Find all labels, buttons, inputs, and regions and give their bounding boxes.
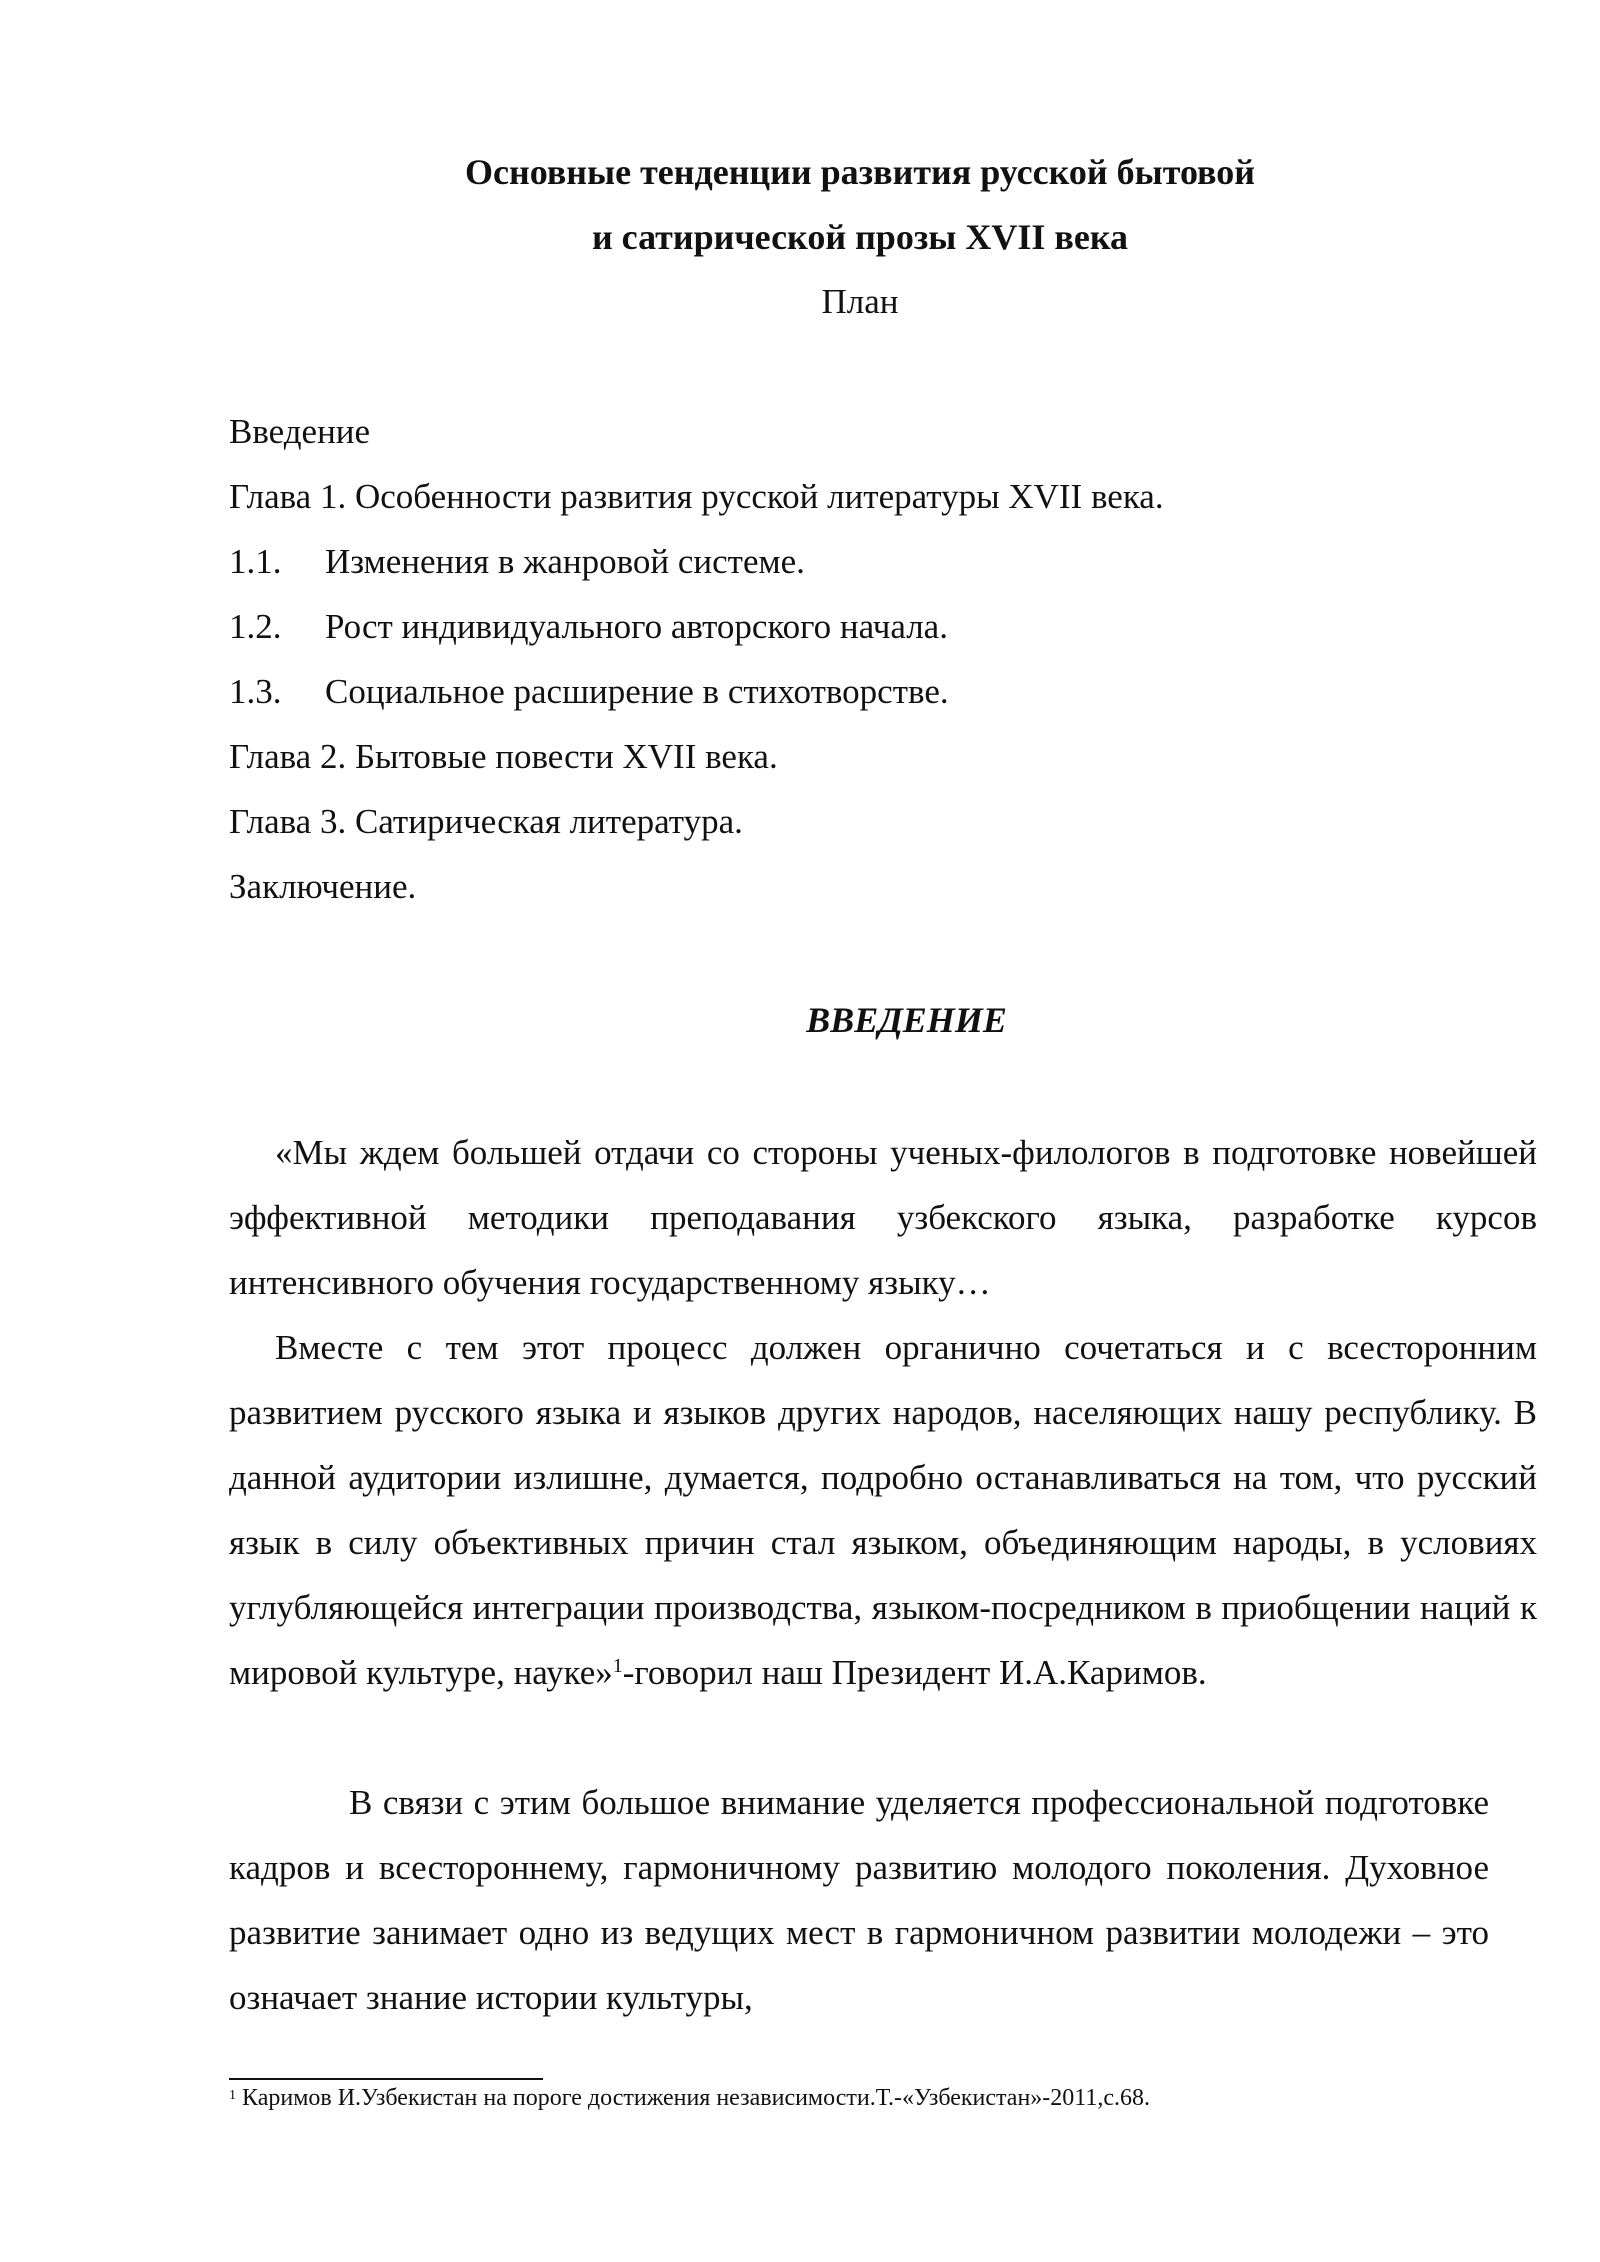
paragraph-text: Вместе с тем этот процесс должен органично сочетаться и с всесторонним развитием русского языка и языков других народов, населяющих нашу республику. В данной аудитории излишне, думается, подробно останавливаться на том, что русский язык в силу объективных причин стал языком, объединяющим народы, в условиях углубляющейся интеграции производства, языком-посредником в приобщении наций к мировой культуре, науке»	[229, 1328, 1537, 1692]
section-heading-introduction: ВВЕДЕНИЕ	[806, 1000, 1007, 1040]
toc-item	[229, 670, 949, 714]
toc-item-number: 1.3.	[229, 672, 282, 711]
footnote-reference[interactable]: 1	[612, 1655, 623, 1677]
paragraph-body: В связи с этим большое внимание уделяется профессиональной подготовке кадров и всестороннему, гармоничному развитию молодого поколения. Духовное развитие занимает одно из ведущих мест в гармоничном развитии молодежи – это означает знание истории культуры,	[229, 1783, 1489, 2017]
toc-item-text: Заключение.	[229, 867, 417, 906]
toc-item-text: Глава 2. Бытовые повести XVII века.	[229, 737, 778, 776]
plan-heading: План	[821, 282, 899, 321]
toc-item-text: Социальное расширение в стихотворстве.	[325, 672, 949, 711]
toc-item	[229, 410, 370, 454]
toc-item-number: 1.1.	[229, 542, 282, 581]
footnote	[229, 2082, 1150, 2114]
toc-item-text: Изменения в жанровой системе.	[325, 542, 805, 581]
footnote-text: Каримов И.Узбекистан на пороге достижения независимости.Т.-«Узбекистан»-2011,с.68.	[236, 2085, 1151, 2111]
toc-item-text: Рост индивидуального авторского начала.	[325, 607, 948, 646]
toc-item-number: 1.2.	[229, 607, 282, 646]
footnote-marker: 1	[229, 2088, 236, 2103]
toc-item-text: Глава 3. Сатирическая литература.	[229, 802, 743, 841]
toc-item	[229, 865, 416, 909]
document-title-line-2: и сатирической прозы XVII века	[591, 217, 1129, 257]
toc-item	[229, 605, 948, 649]
paragraph-quote: «Мы ждем большей отдачи со стороны ученых-филологов в подготовке новейшей эффективной методики преподавания узбекского языка, разработке курсов интенсивного обучения государственному языку…	[229, 1133, 1537, 1302]
toc-item	[229, 735, 778, 779]
document-title-line-1: Основные тенденции развития русской бытовой	[465, 152, 1255, 192]
toc-item-text: Введение	[229, 412, 371, 451]
paragraph-text-tail: -говорил наш Президент И.А.Каримов.	[622, 1653, 1207, 1692]
toc-item-text: Глава 1. Особенности развития русской литературы XVII века.	[229, 477, 1164, 516]
toc-item	[229, 800, 743, 844]
footnote-separator	[229, 2078, 543, 2080]
paragraph-quote-continued	[229, 1315, 1537, 1705]
toc-item	[229, 475, 1164, 519]
toc-item	[229, 540, 805, 584]
